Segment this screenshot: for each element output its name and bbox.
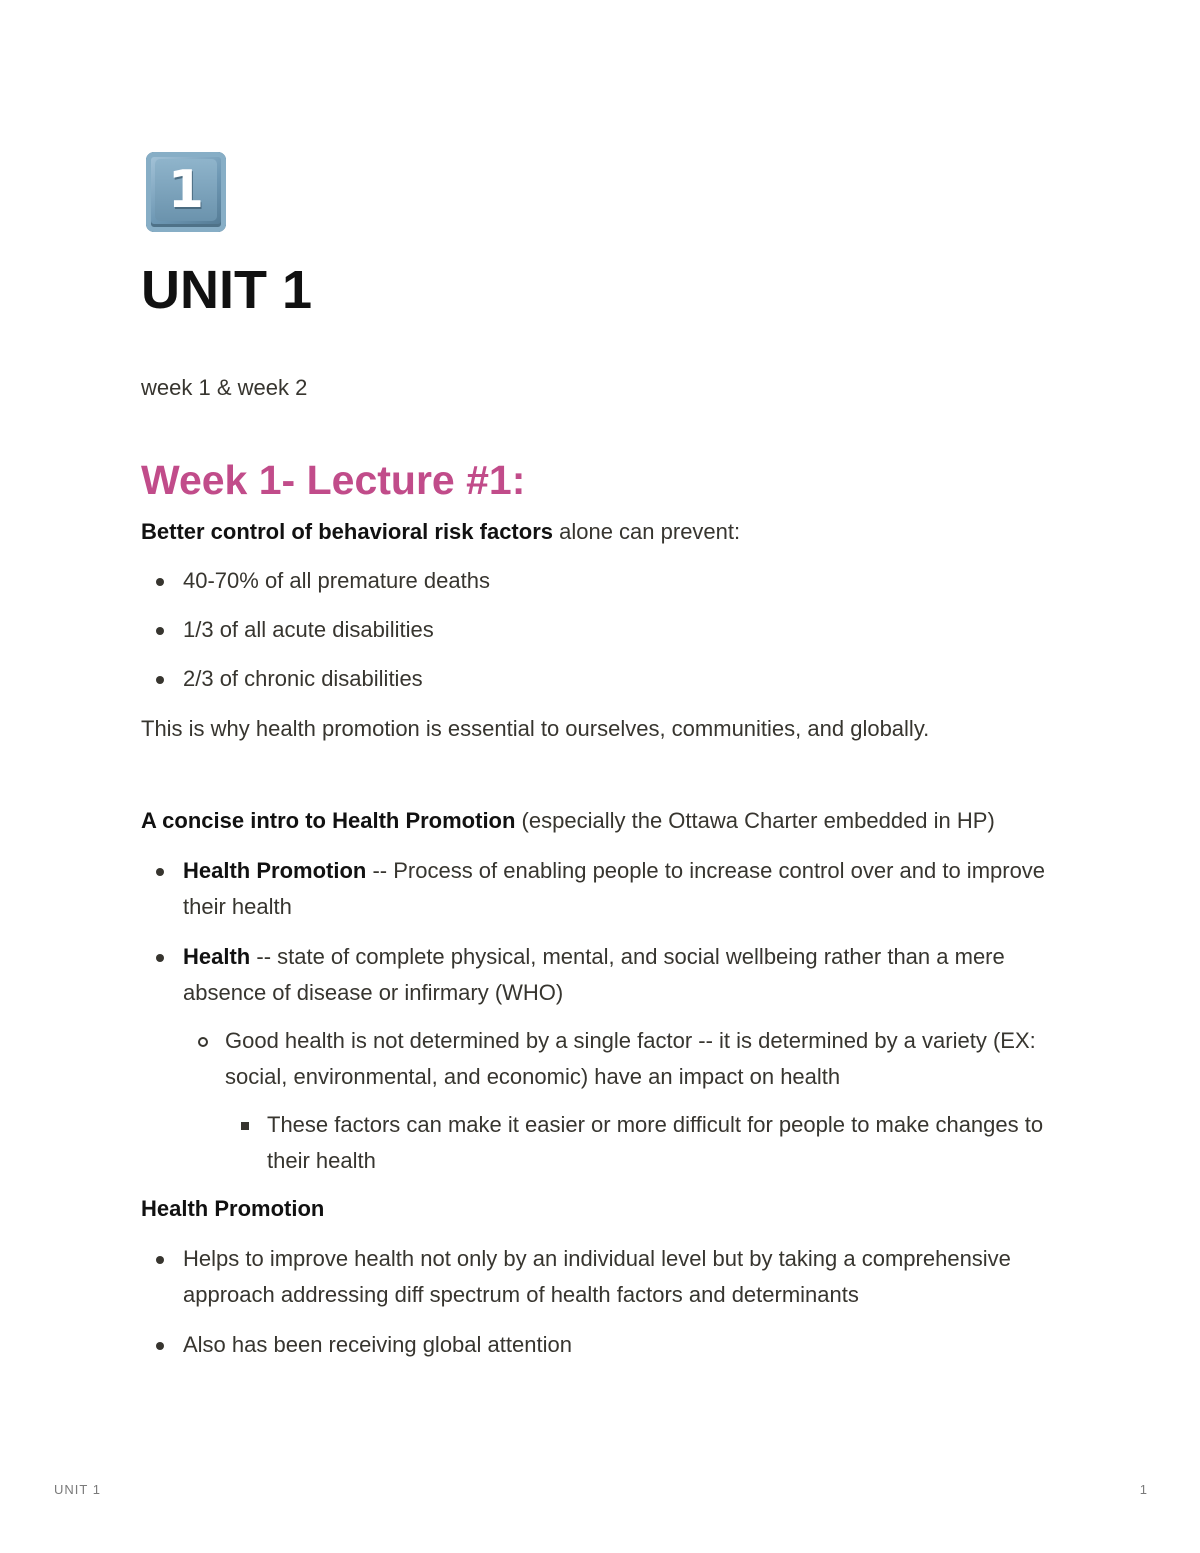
definition-health [141,939,1061,1179]
list-item: 40-70% of all premature deaths [141,563,1061,599]
list-item: Also has been receiving global attention [141,1327,1061,1363]
prevention-list [141,563,1061,697]
section-heading-week1: Week 1- Lecture #1: [141,457,526,503]
keycap-face: 1 [155,159,217,221]
definition-term: Health [183,944,251,969]
keycap-1-icon [146,152,226,232]
definitions-list [141,853,1061,1179]
sub-item-text: Good health is not determined by a single factor -- it is determined by a variety (EX: social, environmental, and economic) have an impact on health [225,1028,1036,1089]
hp-intro-bold: A concise intro to Health Promotion [141,808,516,833]
definition-term: Health Promotion [183,858,367,883]
document-page [141,152,1061,1363]
hp-heading [141,1191,1061,1227]
page-subtitle: week 1 & week 2 [141,375,308,400]
hp-intro [141,803,1061,839]
risk-factors-bold: Better control of behavioral risk factors [141,519,553,544]
risk-factors-intro [141,514,1061,550]
subsub-list [225,1107,1061,1179]
sub-list-item [183,1023,1061,1179]
risk-factors-rest: alone can prevent: [553,519,741,544]
definition-health-promotion [141,853,1061,925]
hp-intro-rest: (especially the Ottawa Charter embedded in HP) [515,808,995,833]
sub-list [183,1023,1061,1179]
page-title: UNIT 1 [141,260,313,320]
list-item: 2/3 of chronic disabilities [141,661,1061,697]
definition-text: -- state of complete physical, mental, and social wellbeing rather than a mere absence of disease or infirmary (WHO) [183,944,1005,1005]
page-number: 1 [1139,1482,1148,1497]
list-item: Helps to improve health not only by an individual level but by taking a comprehensive approach addressing diff spectrum of health factors and determinants [141,1241,1061,1313]
list-item: 1/3 of all acute disabilities [141,612,1061,648]
footer-title: UNIT 1 [54,1482,101,1497]
hp-heading-bold: Health Promotion [141,1196,325,1221]
closing-paragraph: This is why health promotion is essential to ourselves, communities, and globally. [141,716,930,741]
definition-text: -- Process of enabling people to increase control over and to improve their health [183,858,1046,919]
subsub-list-item: These factors can make it easier or more difficult for people to make changes to their health [225,1107,1061,1179]
hp-list [141,1241,1061,1363]
